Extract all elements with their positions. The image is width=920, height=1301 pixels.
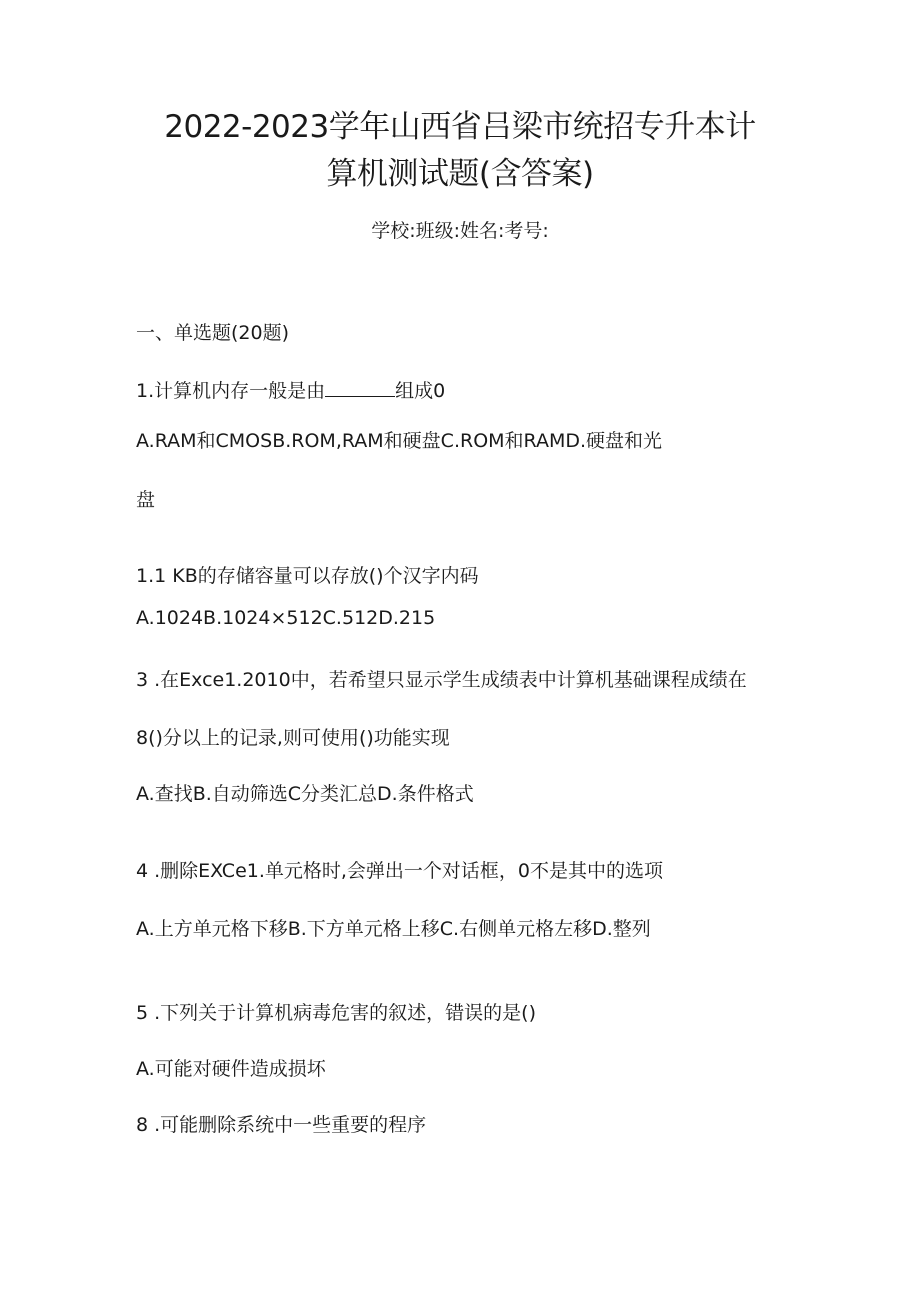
question-1-options-continued: 盘	[136, 489, 156, 511]
question-1-stem-after: 组成0	[395, 380, 446, 402]
question-4-options: A.上方单元格下移B.下方单元格上移C.右侧单元格左移D.整列	[136, 918, 651, 940]
question-4-stem: 4 .删除EXCe1.单元格时,会弹出一个对话框，0不是其中的选项	[136, 860, 664, 882]
question-5-option-a: A.可能对硬件造成损坏	[136, 1058, 326, 1080]
question-3-options: A.查找B.自动筛选C分类汇总D.条件格式	[136, 783, 474, 805]
document-title-line-2: 算机测试题(含答案)	[326, 156, 594, 192]
answer-blank	[325, 378, 395, 397]
question-3-stem-line-2: 8()分以上的记录,则可使用()功能实现	[136, 727, 450, 749]
question-1-stem-before: 1.计算机内存一般是由	[136, 380, 326, 402]
question-1-stem	[136, 378, 445, 404]
question-1-options: A.RAM和CMOSB.ROM,RAM和硬盘C.ROM和RAMD.硬盘和光	[136, 430, 663, 452]
question-5-option-b: 8 .可能删除系统中一些重要的程序	[136, 1114, 427, 1136]
student-info-line: 学校:班级:姓名:考号:	[371, 220, 549, 242]
question-5-stem: 5 .下列关于计算机病毒危害的叙述，错误的是()	[136, 1002, 536, 1024]
question-2-stem: 1.1 KB的存储容量可以存放()个汉字内码	[136, 565, 479, 587]
section-heading: 一、单选题(20题)	[136, 322, 290, 344]
question-3-stem-line-1: 3 .在Exce1.2010中，若希望只显示学生成绩表中计算机基础课程成绩在	[136, 669, 747, 691]
document-title-line-1: 2022-2023学年山西省吕梁市统招专升本计	[164, 109, 756, 145]
question-2-options: A.1024B.1024×512C.512D.215	[136, 607, 436, 629]
